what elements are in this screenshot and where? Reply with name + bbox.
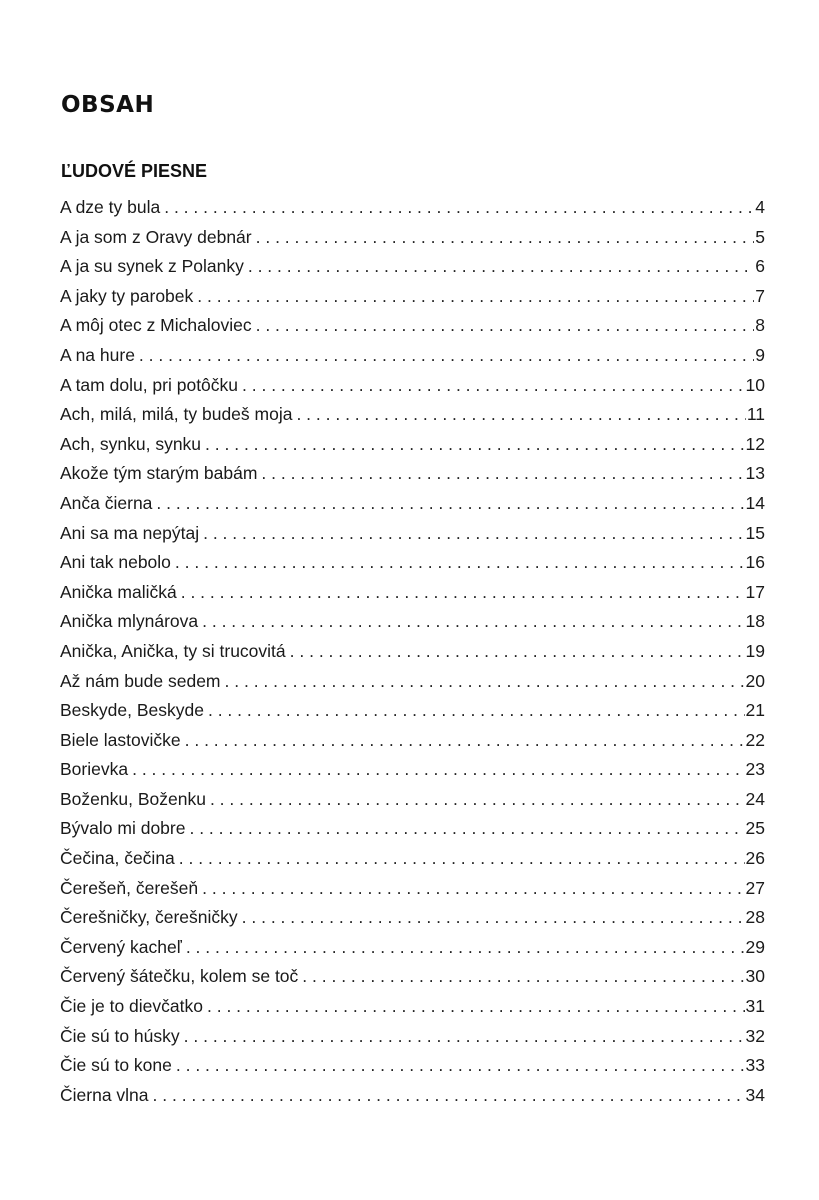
toc-entry-title: Čie je to dievčatko xyxy=(60,996,203,1017)
dot-leader xyxy=(242,903,745,933)
toc-entry-page-number: 19 xyxy=(745,640,765,661)
toc-entry-title: A ja su synek z Polanky xyxy=(60,256,244,277)
toc-entry xyxy=(60,519,765,549)
toc-entry-page-number: 13 xyxy=(745,463,765,484)
toc-entry-title: Červený šátečku, kolem se toč xyxy=(60,966,299,987)
dot-leader xyxy=(207,992,745,1022)
toc-entry-page-number: 32 xyxy=(745,1025,765,1046)
page-title: OBSAH xyxy=(61,92,155,118)
dot-leader xyxy=(290,637,745,667)
dot-leader xyxy=(132,755,744,785)
toc-entry-title: A ja som z Oravy debnár xyxy=(60,226,252,247)
toc-entry xyxy=(60,400,765,430)
toc-entry xyxy=(60,726,765,756)
toc-entry-page-number: 12 xyxy=(745,433,765,454)
toc-entry-page-number: 26 xyxy=(745,848,765,869)
toc-entry xyxy=(60,223,765,253)
toc-entry-page-number: 9 xyxy=(755,344,765,365)
toc-entry-title: Anička maličká xyxy=(60,581,177,602)
toc-entry-page-number: 7 xyxy=(755,285,765,306)
toc-entry-title: Ach, synku, synku xyxy=(60,433,202,454)
dot-leader xyxy=(202,874,744,904)
toc-entry-page-number: 6 xyxy=(755,256,765,277)
toc-entry-title: Anča čierna xyxy=(60,492,153,513)
toc-entry-page-number: 29 xyxy=(745,936,765,957)
toc-entry-title: Bývalo mi dobre xyxy=(60,818,186,839)
toc-entry xyxy=(60,903,765,933)
dot-leader xyxy=(179,844,745,874)
toc-entry xyxy=(60,193,765,223)
toc-entry-page-number: 14 xyxy=(745,492,765,513)
toc-entry-page-number: 21 xyxy=(745,700,765,721)
toc-entry xyxy=(60,992,765,1022)
toc-entry xyxy=(60,607,765,637)
toc-entry-page-number: 15 xyxy=(745,522,765,543)
toc-entry xyxy=(60,874,765,904)
toc-entry-page-number: 5 xyxy=(755,226,765,247)
toc-entry-title: Ani tak nebolo xyxy=(60,552,171,573)
toc-entry-page-number: 31 xyxy=(745,996,765,1017)
toc-entry-page-number: 11 xyxy=(746,404,765,425)
toc-entry xyxy=(60,696,765,726)
dot-leader xyxy=(184,1022,745,1052)
dot-leader xyxy=(302,962,744,992)
toc-entry-title: Ani sa ma nepýtaj xyxy=(60,522,200,543)
dot-leader xyxy=(242,371,745,401)
toc-entry-title: A na hure xyxy=(60,344,135,365)
dot-leader xyxy=(256,311,755,341)
toc-entry xyxy=(60,962,765,992)
toc-entry xyxy=(60,1022,765,1052)
dot-leader xyxy=(248,252,754,282)
toc-entry-title: Anička mlynárova xyxy=(60,611,199,632)
dot-leader xyxy=(203,519,744,549)
toc-entry-page-number: 4 xyxy=(755,197,765,217)
dot-leader xyxy=(186,933,745,963)
toc-entry-page-number: 10 xyxy=(745,374,765,395)
toc-entry-page-number: 27 xyxy=(745,877,765,898)
toc-entry xyxy=(60,311,765,341)
toc-entry xyxy=(60,341,765,371)
toc-entry-title: Čierna vlna xyxy=(60,1084,149,1105)
toc-entry-page-number: 23 xyxy=(745,759,765,780)
toc-entry xyxy=(60,548,765,578)
toc-entry-title: Borievka xyxy=(60,759,129,780)
toc-entry xyxy=(60,282,765,312)
dot-leader xyxy=(164,193,754,223)
toc-entry xyxy=(60,844,765,874)
toc-entry xyxy=(60,1081,765,1111)
dot-leader xyxy=(185,726,745,756)
dot-leader xyxy=(175,548,745,578)
toc-entry-page-number: 28 xyxy=(745,907,765,928)
toc-entry xyxy=(60,814,765,844)
section-heading: ĽUDOVÉ PIESNE xyxy=(61,161,208,181)
toc-entry-title: Čie sú to kone xyxy=(60,1055,172,1076)
toc-entry-title: A tam dolu, pri potôčku xyxy=(60,374,239,395)
toc-entry xyxy=(60,371,765,401)
toc-entry xyxy=(60,578,765,608)
toc-entry-title: Čerešničky, čerešničky xyxy=(60,907,238,928)
dot-leader xyxy=(296,400,745,430)
dot-leader xyxy=(225,667,745,697)
dot-leader xyxy=(153,1081,745,1111)
dot-leader xyxy=(176,1051,745,1081)
toc-entry-page-number: 18 xyxy=(745,611,765,632)
toc-entry-title: Čerešeň, čerešeň xyxy=(60,877,199,898)
dot-leader xyxy=(261,459,744,489)
toc-entry-title: A dze ty bula xyxy=(60,197,161,217)
dot-leader xyxy=(139,341,754,371)
toc-entry-page-number: 25 xyxy=(745,818,765,839)
toc-entry-title: Červený kacheľ xyxy=(60,936,182,957)
toc-entry xyxy=(60,933,765,963)
toc-entry-title: A môj otec z Michaloviec xyxy=(60,315,252,336)
toc-entry-title: Čie sú to húsky xyxy=(60,1025,180,1046)
toc-entry-page-number: 34 xyxy=(745,1084,765,1105)
dot-leader xyxy=(181,578,745,608)
toc-entry-title: Anička, Anička, ty si trucovitá xyxy=(60,640,286,661)
toc-entry-title: Akože tým starým babám xyxy=(60,463,258,484)
toc-entry-page-number: 8 xyxy=(755,315,765,336)
toc-entry-title: Až nám bude sedem xyxy=(60,670,221,691)
toc-entry-page-number: 33 xyxy=(745,1055,765,1076)
toc-entry-page-number: 22 xyxy=(745,729,765,750)
toc-entry-page-number: 24 xyxy=(745,788,765,809)
dot-leader xyxy=(256,223,755,253)
toc-entry xyxy=(60,1051,765,1081)
toc-entry-page-number: 17 xyxy=(745,581,765,602)
dot-leader xyxy=(202,607,744,637)
toc-entry-title: Ach, milá, milá, ty budeš moja xyxy=(60,404,293,425)
dot-leader xyxy=(208,696,745,726)
toc-entry-title: Čečina, čečina xyxy=(60,848,175,869)
toc-entry-page-number: 20 xyxy=(745,670,765,691)
toc-entry xyxy=(60,430,765,460)
toc-entry-title: Boženku, Boženku xyxy=(60,788,206,809)
toc-entry xyxy=(60,667,765,697)
dot-leader xyxy=(156,489,744,519)
toc-entry xyxy=(60,252,765,282)
toc-entry-title: Beskyde, Beskyde xyxy=(60,700,204,721)
dot-leader xyxy=(189,814,744,844)
dot-leader xyxy=(205,430,744,460)
toc-entry-title: A jaky ty parobek xyxy=(60,285,194,306)
toc-entry-page-number: 30 xyxy=(745,966,765,987)
table-of-contents xyxy=(60,193,765,1110)
toc-entry xyxy=(60,785,765,815)
toc-entry-title: Biele lastovičke xyxy=(60,729,181,750)
dot-leader xyxy=(210,785,745,815)
toc-entry-page-number: 16 xyxy=(745,552,765,573)
toc-entry xyxy=(60,489,765,519)
toc-entry xyxy=(60,637,765,667)
toc-entry xyxy=(60,459,765,489)
toc-entry xyxy=(60,755,765,785)
dot-leader xyxy=(197,282,754,312)
